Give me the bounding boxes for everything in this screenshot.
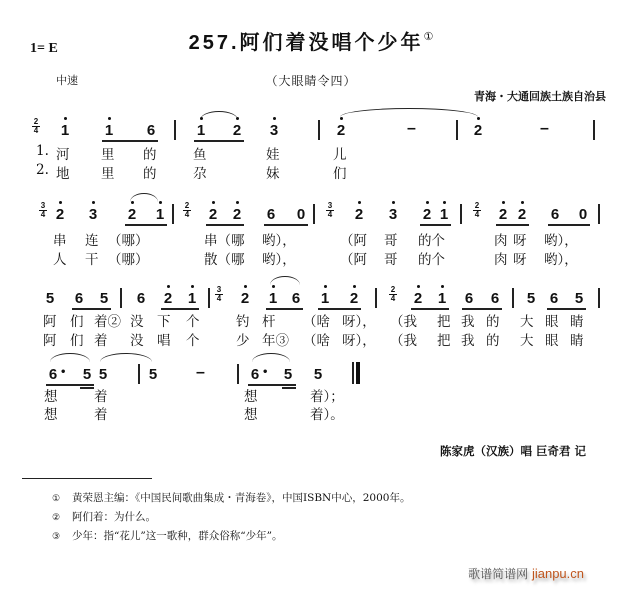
lyric: 唱 [157,333,171,349]
note: 2 [411,290,425,307]
note: 2 [496,206,510,223]
footnote-1: ① 黄荣恩主编：《中国民间歌曲集成・青海卷》，中国ISBN中心，2000年。 [52,492,411,504]
lyric: 着）； [310,389,344,405]
lyric: 我 [461,333,475,349]
dash: – [196,364,205,381]
note: 3 [386,206,400,223]
dash: – [540,120,549,137]
lyric: 眼 [545,333,559,349]
note: 1 [437,206,451,223]
lyric: 阿 [43,314,57,330]
barline [375,288,377,308]
verse-number: 1. [36,143,49,159]
note: 6 [464,290,474,307]
note: 2 [206,206,220,223]
slur [252,353,290,362]
title-footnote-mark: ① [423,31,434,43]
note: 1 [153,206,167,223]
lyric: 想 [244,389,258,405]
lyric: （哪） [108,252,149,268]
note: 1 [266,290,280,307]
lyric: 们 [70,314,84,330]
augmentation-dot: • [262,367,269,378]
note: 1 [318,290,332,307]
barline [237,364,239,384]
note: 2 [471,122,485,139]
beam [102,140,158,142]
footnote-3: ③ 少年：指“花儿”这一歌种，群众俗称“少年”。 [52,530,283,542]
song-title [0,26,622,55]
lyric: 肉 [494,233,508,249]
lyric: 妹 [266,166,280,182]
slur [50,353,90,362]
note: 1 [58,122,72,139]
key-signature: 1= E [30,41,58,56]
footnote-divider [22,478,152,479]
lyric: （啥 [303,314,330,330]
barline [598,204,600,224]
slur [200,111,238,120]
note: 2 [161,290,175,307]
lyric: （哪） [108,233,149,249]
lyric: 睛 [570,314,584,330]
barline [172,204,174,224]
lyric: 们 [333,166,347,182]
time-signature-3-4: 3 4 [216,285,222,303]
barline [460,204,462,224]
lyric: 钓 [236,314,250,330]
note: 3 [267,122,281,139]
lyric: 想 [44,389,58,405]
note: 2 [515,206,529,223]
lyric: 的 [486,333,500,349]
barline [598,288,600,308]
lyric: 个 [186,333,200,349]
time-signature-2-4: 2 4 [474,201,480,219]
note: 1 [194,122,208,139]
lyric: 串（哪 [204,233,245,249]
note: 3 [86,206,100,223]
lyric: 着 [94,389,108,405]
beam [206,224,244,226]
region-origin: 青海・大通回族土族自治县 [474,90,606,103]
lyric: 哟）， [262,233,296,249]
lyric: 想 [44,407,58,423]
lyric: 肉 [494,252,508,268]
lyric: 眼 [545,314,559,330]
lyric: 鱼 [193,147,207,163]
lyric: 连 [85,233,99,249]
beam [420,224,451,226]
note: 1 [102,122,116,139]
lyric: 哟）， [544,233,578,249]
tempo-marking: 中速 [56,74,78,87]
beam [125,224,167,226]
note: 5 [574,290,584,307]
barline [120,288,122,308]
note: 6 [250,366,260,383]
beam [496,224,529,226]
lyric: 的 [143,166,157,182]
note: 6 [549,290,559,307]
singer-credit: 陈家虎（汉族）唱 巨奇君 记 [439,444,586,458]
beam-16th [80,387,94,389]
lyric: 把 [437,333,451,349]
lyric: 干 [85,252,99,268]
lyric: 的个 [418,252,445,268]
verse-number: 2. [36,162,49,178]
beam [548,224,590,226]
lyric: 想 [244,407,258,423]
note: 5 [82,366,92,383]
note: 2 [125,206,139,223]
lyric: 的 [486,314,500,330]
note: 6 [146,122,156,139]
lyric: 串 [53,233,67,249]
note: 5 [98,366,108,383]
lyric: 里 [101,166,115,182]
barline [456,120,458,140]
lyric: 呀 [513,233,527,249]
slur [100,353,152,362]
lyric: 少 [236,333,250,349]
lyric: 我 [461,314,475,330]
title-text: 257.阿们着没唱个少年 [188,32,424,54]
lyric: 着）。 [310,407,344,423]
lyric: 们 [70,333,84,349]
lyric: 呀）， [342,314,376,330]
lyric: 着 [94,407,108,423]
time-signature-3-4: 3 4 [40,201,46,219]
lyric: 着 [94,333,108,349]
time-signature-3-4: 3 4 [327,201,333,219]
lyric: 娃 [266,147,280,163]
note: 6 [48,366,58,383]
note: 2 [230,206,244,223]
note: 5 [99,290,109,307]
dash: – [407,120,416,137]
note: 6 [550,206,560,223]
note: 2 [238,290,252,307]
final-barline-thick [356,362,360,384]
barline [208,288,210,308]
lyric: （阿 [340,233,367,249]
note: 6 [74,290,84,307]
time-signature-2-4: 2 4 [390,285,396,303]
beam-16th [282,387,296,389]
note: 2 [230,122,244,139]
lyric: 哟）， [544,252,578,268]
lyric: 没 [130,333,144,349]
lyric: 的个 [418,233,445,249]
note: 5 [283,366,293,383]
note: 0 [578,206,588,223]
barline [138,364,140,384]
lyric: 儿 [333,147,347,163]
lyric: 着② [94,314,121,330]
lyric: （啥 [303,333,330,349]
note: 5 [45,290,55,307]
note: 2 [352,206,366,223]
lyric: 杆 [262,314,276,330]
lyric: 大 [520,314,534,330]
note: 2 [347,290,361,307]
slur [340,108,478,117]
lyric: 个 [186,314,200,330]
lyric: 睛 [570,333,584,349]
barline [318,120,320,140]
lyric: 哥 [384,252,398,268]
note: 5 [148,366,158,383]
final-barline-thin [352,362,354,384]
lyric: 下 [157,314,171,330]
beam [194,140,244,142]
lyric: 哥 [384,233,398,249]
lyric: （阿 [340,252,367,268]
lyric: 的 [143,147,157,163]
barline [174,120,176,140]
slur [270,276,300,285]
barline [313,204,315,224]
lyric: 呀 [513,252,527,268]
tune-subtitle: （大眼睛令四） [265,74,357,88]
note: 2 [334,122,348,139]
lyric: 河 [56,147,70,163]
lyric: 人 [53,252,67,268]
time-signature-2-4: 2 4 [33,117,39,135]
lyric: 把 [437,314,451,330]
slur [130,193,158,202]
lyric: 里 [101,147,115,163]
beam [264,224,308,226]
lyric: 大 [520,333,534,349]
note: 0 [296,206,306,223]
lyric: 尕 [193,166,207,182]
note: 6 [490,290,500,307]
lyric: 散（哪 [204,252,245,268]
lyric: 阿 [43,333,57,349]
lyric: 地 [56,166,70,182]
note: 1 [435,290,449,307]
barline [512,288,514,308]
note: 2 [420,206,434,223]
barline [593,120,595,140]
note: 6 [291,290,301,307]
note: 1 [185,290,199,307]
lyric: 哟）， [262,252,296,268]
lyric: 呀）， [342,333,376,349]
augmentation-dot: • [60,367,67,378]
footnote-2: ② 阿们着：为什么。 [52,511,156,523]
watermark-url: jianpu.cn [531,566,584,581]
note: 6 [266,206,276,223]
lyric: 没 [130,314,144,330]
time-signature-2-4: 2 4 [184,201,190,219]
note: 6 [136,290,146,307]
lyric: 年③ [262,333,289,349]
site-watermark: 歌谱简谱网 jianpu.cn [468,566,584,581]
note: 5 [526,290,536,307]
lyric: （我 [390,314,417,330]
note: 2 [53,206,67,223]
lyric: （我 [390,333,417,349]
note: 5 [313,366,323,383]
